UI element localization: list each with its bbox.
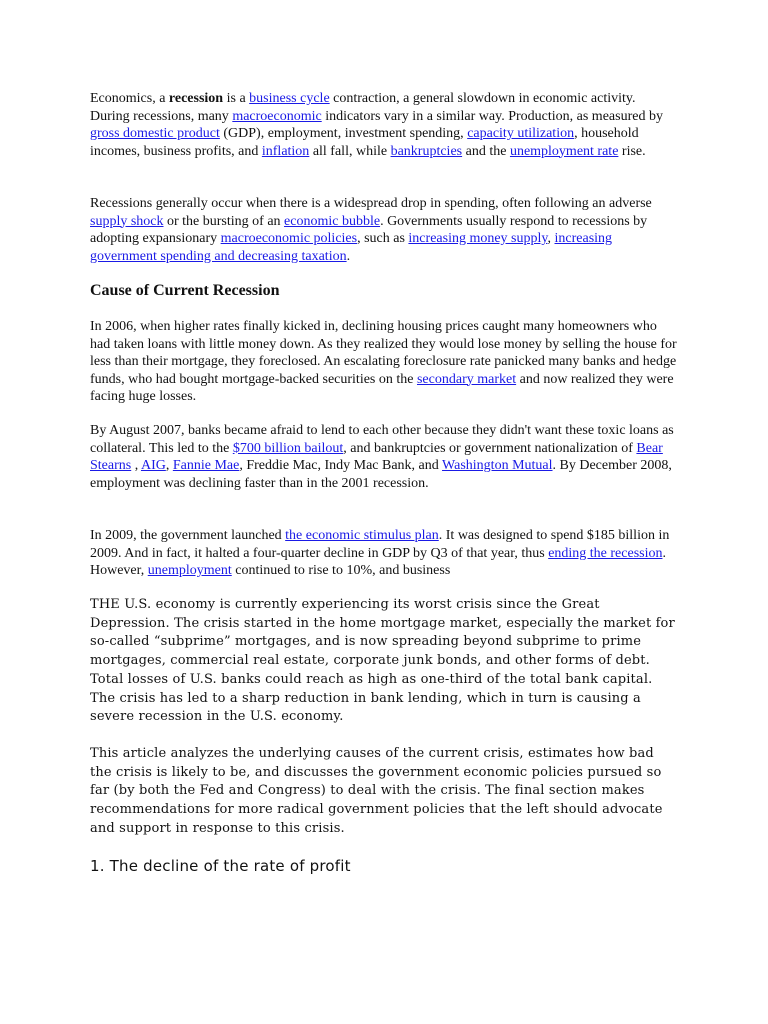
section-heading-rate-of-profit: 1. The decline of the rate of profit [90,857,351,875]
text-span: . Governments usually respond to recessions by adopting expansionary [90,213,648,246]
text-span: (GDP), employment, investment spending, [219,126,468,141]
section-heading-cause: Cause of Current Recession [90,282,280,299]
text-span: , Freddie Mac, Indy Mac Bank, and [239,458,443,473]
link-unemployment-rate[interactable]: unemployment rate [509,143,619,159]
text-span: and the [462,143,510,159]
text-span: By August 2007, banks became afraid to lend to each other because they didn't want these toxic loans as collateral. This led to the [90,423,674,456]
paragraph-recession-definition [90,90,670,160]
link-bankruptcies[interactable]: bankruptcies [390,143,463,159]
link-washington-mutual[interactable]: Washington Mutual [442,458,553,473]
link-gross-domestic-product[interactable]: gross domestic product [90,126,220,141]
paragraph-us-economy-crisis: THE U.S. economy is currently experiencing its worst crisis since the Great Depression. The crisis started in the home mortgage market, especially the market for so-called “subprime” mortgages, and is now spreading beyond subprime to prime mortgages, commercial real estate, corporate junk bonds, and other forms of debt. Total losses of U.S. banks could reach as high as one-third of the total bank capital. The crisis has led to a sharp reduction in bank lending, which in turn is causing a severe recession in the U.S. economy. [90,597,675,725]
link-business-cycle[interactable]: business cycle [249,91,330,106]
link-macroeconomic[interactable]: macroeconomic [232,108,322,124]
link-ending-the-recession[interactable]: ending the recession [548,545,663,561]
link-inflation[interactable]: inflation [261,143,310,159]
link-government-spending-taxation[interactable]: increasing government spending and decreasing taxation [90,231,613,264]
paragraph-recession-causes [90,195,675,265]
link-aig[interactable]: AIG [140,458,166,473]
text-span: , household incomes, business profits, and [90,126,639,159]
link-unemployment[interactable]: unemployment [147,563,232,578]
text-span: and now realized they were facing huge losses. [90,371,674,404]
text-span: . [346,248,351,264]
text-span: rise. [618,143,646,159]
text-span: , [547,231,555,246]
text-span: indicators vary in a similar way. Production, as measured by [321,108,663,124]
bold-recession: recession [168,91,224,106]
paragraph-2009-stimulus [90,527,670,580]
link-bear-stearns[interactable]: Bear Stearns [90,440,663,473]
link-macroeconomic-policies[interactable]: macroeconomic policies [220,231,358,246]
link-supply-shock[interactable]: supply shock [90,213,164,229]
paragraph-2006-housing [90,318,678,406]
text-span: , such as [357,231,409,246]
text-span: continued to rise to 10%, and business [231,563,451,578]
text-span: . It was designed to spend $185 billion in 2009. And in fact, it halted a four-quarter decline in GDP by Q3 of that year, thus [90,528,670,561]
text-span: Recessions generally occur when there is a widespread drop in spending, often following an adverse [90,196,652,211]
link-economic-stimulus-plan[interactable]: the economic stimulus plan [285,528,439,543]
text-span: , [131,458,141,473]
link-fannie-mae[interactable]: Fannie Mae [172,458,240,473]
text-span: contraction, a general slowdown in economic activity. During recessions, many [90,91,636,124]
paragraph-article-overview: This article analyzes the underlying causes of the current crisis, estimates how bad the crisis is likely to be, and discusses the government economic policies pursued so far (by both the Fed and Congress) to deal with the crisis. The final section makes recommendations for more radical government policies that the left should advocate and support in response to this crisis. [90,746,663,836]
text-span: Economics, a [90,91,169,106]
text-span: . By December 2008, employment was declining faster than in the 2001 recession. [90,458,672,491]
text-span: or the bursting of an [163,213,285,229]
link-700-billion-bailout[interactable]: $700 billion bailout [232,440,344,456]
link-capacity-utilization[interactable]: capacity utilization [467,126,575,141]
paragraph-2007-banks [90,422,675,492]
link-increasing-money-supply[interactable]: increasing money supply [408,231,548,246]
text-span: In 2009, the government launched [90,528,286,543]
text-span: is a [223,91,250,106]
text-span: . However, [90,545,666,578]
text-span: all fall, while [309,143,391,159]
link-secondary-market[interactable]: secondary market [416,371,517,387]
text-span: In 2006, when higher rates finally kicked in, declining housing prices caught many homeowners who had taken loans with little money down. As they realized they would lose money by selling the house for less than their mortgage, they foreclosed. An escalating foreclosure rate panicked many banks and hedge funds, who had bought mortgage-backed securities on the [90,319,677,387]
text-span: , [165,458,173,473]
link-economic-bubble[interactable]: economic bubble [284,213,381,229]
text-span: , and bankruptcies or government nationalization of [343,440,637,456]
